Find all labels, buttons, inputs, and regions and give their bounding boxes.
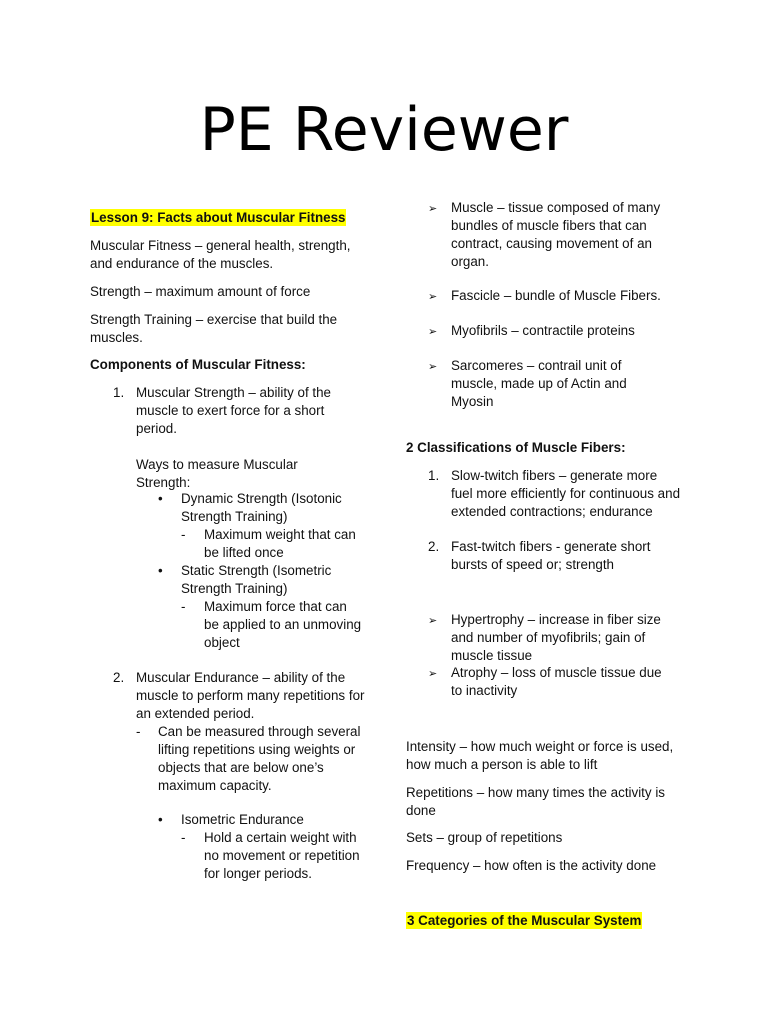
fibers-heading: 2 Classifications of Muscle Fibers: (406, 440, 626, 455)
muscle-definition: Muscle – tissue composed of many bundles of muscle fibers that can contract, causing movement of an organ. (451, 200, 661, 269)
lesson-heading: Lesson 9: Facts about Muscular Fitness (91, 210, 346, 225)
fascicle-definition: Fascicle – bundle of Muscle Fibers. (451, 288, 661, 303)
sets-definition: Sets – group of repetitions (406, 830, 563, 845)
arrow-bullet-icon: ➢ (428, 291, 438, 303)
static-strength-sub: Maximum force that can be applied to an unmoving object (204, 599, 362, 650)
categories-heading: 3 Categories of the Muscular System (407, 913, 642, 928)
frequency-definition: Frequency – how often is the activity done (406, 858, 657, 873)
dynamic-strength-sub: Maximum weight that can be lifted once (204, 527, 356, 560)
list-number-1: 1. (113, 385, 125, 400)
isometric-endurance-sub: Hold a certain weight with no movement or repetition for longer periods. (204, 830, 360, 881)
bullet-icon: • (158, 491, 163, 506)
static-strength: Static Strength (Isometric Strength Training) (181, 563, 332, 596)
definition-strength: Strength – maximum amount of force (90, 284, 311, 299)
dash-marker: - (181, 599, 186, 614)
dash-marker: - (136, 724, 141, 739)
endurance-measure: Can be measured through several lifting repetitions using weights or objects that are below one’s maximum capacity. (158, 724, 361, 793)
arrow-bullet-icon: ➢ (428, 615, 438, 627)
isometric-endurance: Isometric Endurance (181, 812, 304, 827)
dynamic-strength: Dynamic Strength (Isotonic Strength Training) (181, 491, 342, 524)
list-number-2: 2. (113, 670, 125, 685)
ways-to-measure: Ways to measure Muscular Strength: (136, 457, 298, 490)
list-number-1: 1. (428, 468, 440, 483)
arrow-bullet-icon: ➢ (428, 203, 438, 215)
dash-marker: - (181, 830, 186, 845)
page-title: PE Reviewer (199, 95, 569, 165)
slow-twitch-fibers: Slow-twitch fibers – generate more fuel more efficiently for continuous and extended contractions; endurance (451, 468, 681, 519)
myofibrils-definition: Myofibrils – contractile proteins (451, 323, 635, 338)
list-number-2: 2. (428, 539, 440, 554)
fast-twitch-fibers: Fast-twitch fibers - generate short bursts of speed or; strength (451, 539, 651, 572)
bullet-icon: • (158, 563, 163, 578)
muscular-strength-text: Muscular Strength – ability of the muscle to exert force for a short period. (136, 385, 332, 436)
repetitions-definition: Repetitions – how many times the activity is done (406, 785, 665, 818)
definition-strength-training: Strength Training – exercise that build the muscles. (90, 312, 338, 345)
atrophy-definition: Atrophy – loss of muscle tissue due to inactivity (451, 665, 662, 698)
arrow-bullet-icon: ➢ (428, 668, 438, 680)
definition-muscular-fitness: Muscular Fitness – general health, strength, and endurance of the muscles. (90, 238, 351, 271)
bullet-icon: • (158, 812, 163, 827)
sarcomeres-definition: Sarcomeres – contrail unit of muscle, made up of Actin and Myosin (451, 358, 627, 409)
dash-marker: - (181, 527, 186, 542)
arrow-bullet-icon: ➢ (428, 326, 438, 338)
intensity-definition: Intensity – how much weight or force is used, how much a person is able to lift (406, 739, 674, 772)
muscular-endurance-text: Muscular Endurance – ability of the muscle to perform many repetitions for an extended period. (136, 670, 365, 721)
hypertrophy-definition: Hypertrophy – increase in fiber size and number of myofibrils; gain of muscle tissue (451, 612, 661, 663)
components-heading: Components of Muscular Fitness: (90, 357, 306, 372)
arrow-bullet-icon: ➢ (428, 361, 438, 373)
